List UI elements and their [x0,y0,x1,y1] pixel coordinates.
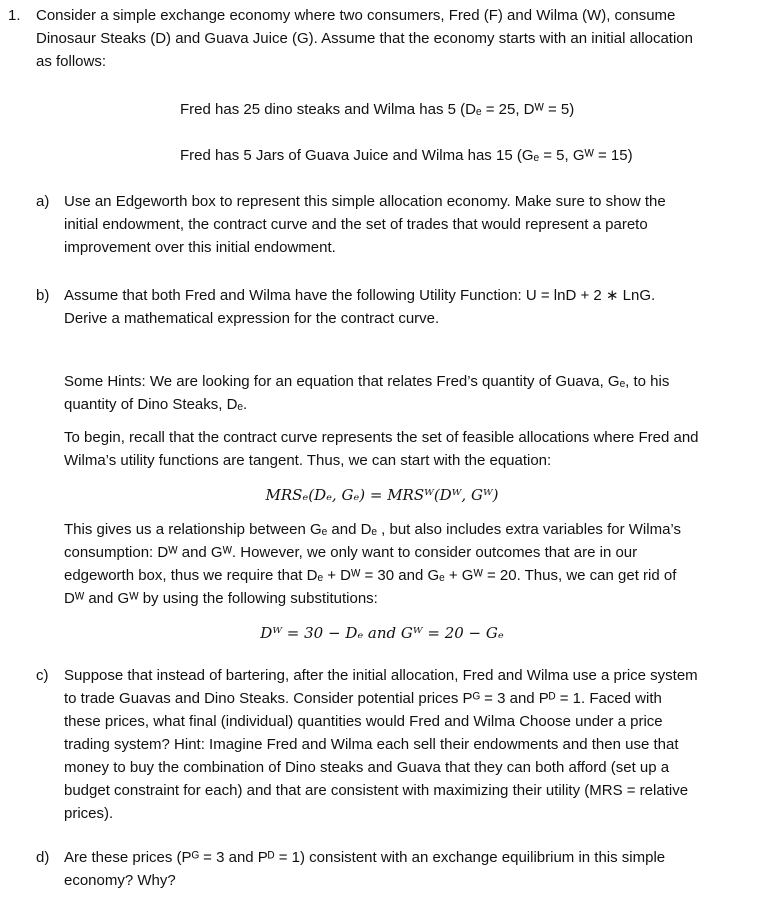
part-c-line: trading system? Hint: Imagine Fred and Wilma each sell their endowments and then use that [64,736,679,753]
hint-line: To begin, recall that the contract curve represents the set of feasible allocations where Fred and [64,429,699,446]
hint-line: Wilma’s utility functions are tangent. Thus, we can start with the equation: [64,452,552,469]
endowment-guava: Fred has 5 Jars of Guava Juice and Wilma has 15 (Gₑ = 5, Gᵂ = 15) [180,147,633,164]
part-c-line: money to buy the combination of Dino steaks and Guava that they can both afford (set up a [64,759,670,776]
part-c-line: budget constraint for each) and that are consistent with maximizing their utility (MRS = relative [64,782,689,799]
hint-line: Some Hints: We are looking for an equation that relates Fred’s quantity of Guava, Gₑ, to his [64,373,670,390]
question-intro [36,4,756,73]
part-c-line: prices). [64,805,114,822]
part-d-line: economy? Why? [64,872,176,889]
hint-line: edgeworth box, thus we require that Dₑ + Dᵂ = 30 and Gₑ + Gᵂ = 20. Thus, we can get rid of [64,567,677,584]
question-number: 1. [8,7,21,24]
part-d-text [64,846,754,892]
part-c-line: these prices, what final (individual) quantities would Fred and Wilma Choose under a price [64,713,663,730]
part-b-label: b) [36,287,50,304]
part-b-line: Derive a mathematical expression for the contract curve. [64,310,440,327]
part-a-text [64,190,754,259]
part-c-line: to trade Guavas and Dino Steaks. Consider potential prices Pᴳ = 3 and Pᴰ = 1. Faced with [64,690,662,707]
part-c-line: Suppose that instead of bartering, after the initial allocation, Fred and Wilma use a price system [64,667,698,684]
hint-line: consumption: Dᵂ and Gᵂ. However, we only want to consider outcomes that are in our [64,544,638,561]
hint-line: quantity of Dino Steaks, Dₑ. [64,396,248,413]
mrs-equation: MRSₑ(Dₑ, Gₑ) = MRSᵂ(Dᵂ, Gᵂ) [265,486,499,504]
endowment-dino: Fred has 25 dino steaks and Wilma has 5 (Dₑ = 25, Dᵂ = 5) [180,101,575,118]
substitution-equation: Dᵂ = 30 − Dₑ and Gᵂ = 20 − Gₑ [260,624,504,642]
part-c-label: c) [36,667,49,684]
part-d-label: d) [36,849,50,866]
intro-line: Dinosaur Steaks (D) and Guava Juice (G). Assume that the economy starts with an initial allocation [36,30,693,47]
hint-paragraph-2 [64,426,754,472]
part-b-line: Assume that both Fred and Wilma have the following Utility Function: U = lnD + 2 ∗ LnG. [64,287,656,304]
part-a-line: improvement over this initial endowment. [64,239,336,256]
hint-line: Dᵂ and Gᵂ by using the following substitutions: [64,590,378,607]
part-b-text [64,284,754,330]
part-a-line: Use an Edgeworth box to represent this simple allocation economy. Make sure to show the [64,193,666,210]
hint-paragraph-3 [64,518,756,610]
intro-line: Consider a simple exchange economy where two consumers, Fred (F) and Wilma (W), consume [36,7,676,24]
part-a-label: a) [36,193,50,210]
part-d-line: Are these prices (Pᴳ = 3 and Pᴰ = 1) consistent with an exchange equilibrium in this simple [64,849,666,866]
hint-paragraph-1 [64,370,754,416]
intro-line: as follows: [36,53,107,70]
part-a-line: initial endowment, the contract curve and the set of trades that would represent a pareto [64,216,648,233]
part-c-text [64,664,756,825]
hint-line: This gives us a relationship between Gₑ and Dₑ , but also includes extra variables for Wilma’s [64,521,681,538]
